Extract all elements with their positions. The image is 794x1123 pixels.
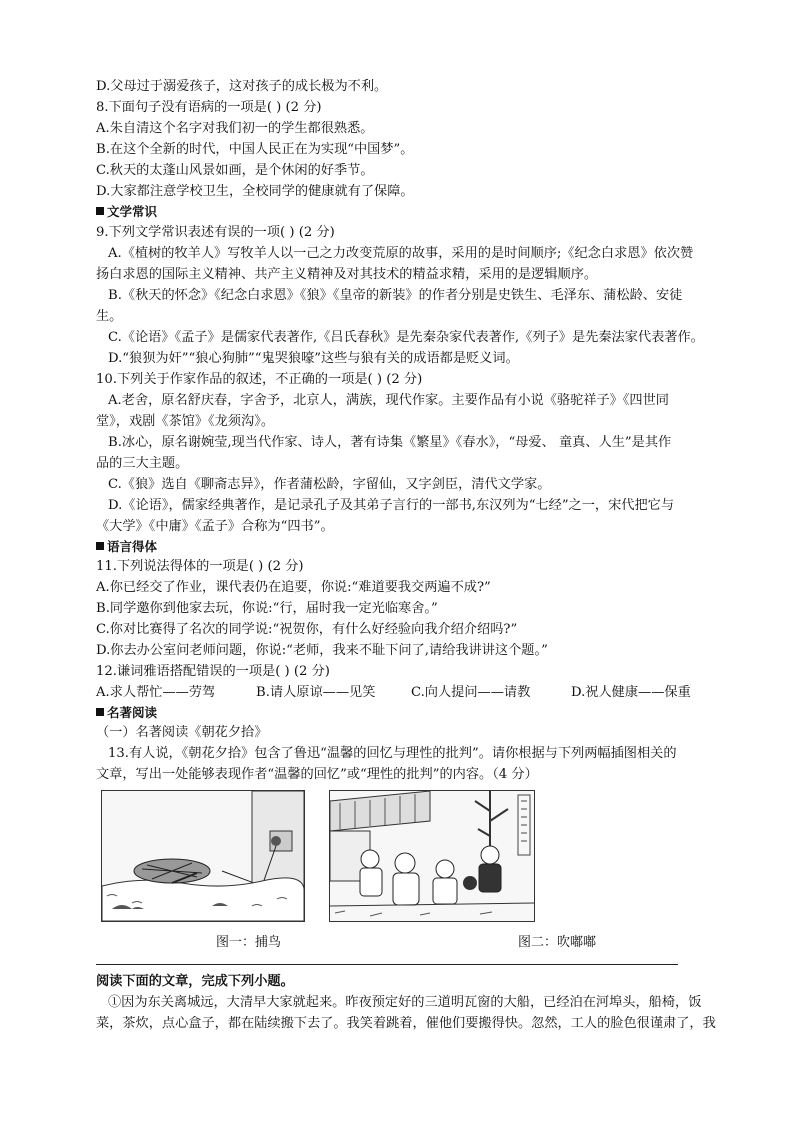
caption-figure-2: 图二：吹嘟嘟 xyxy=(518,935,597,950)
q10-option-d-cont: 《大学》《中庸》《孟子》合称为“四书”。 xyxy=(96,519,334,534)
question-11: 11.下列说法得体的一项是( ) (2 分) xyxy=(96,559,304,574)
q7-option-d: D.父母过于溺爱孩子，这对孩子的成长极为不利。 xyxy=(96,79,388,94)
q10-option-c: C.《狼》选自《聊斋志异》，作者蒲松龄，字留仙，又字剑臣，清代文学家。 xyxy=(108,477,551,492)
q11-option-a: A.你已经交了作业，课代表仍在追要，你说:“难道要我交两遍不成?” xyxy=(96,580,491,595)
q10-option-b: B.冰心，原名谢婉莹,现当代作家、诗人，著有诗集《繁星》《春水》，“母爱、 童真、人生”是其作 xyxy=(108,435,672,450)
q10-option-a: A.老舍，原名舒庆春，字舍予，北京人，满族，现代作家。主要作品有小说《骆驼祥子》《四世同 xyxy=(108,393,669,408)
illustration-blowing-dudu xyxy=(329,790,535,922)
bird-catching-drawing-icon xyxy=(102,791,304,921)
question-8: 8.下面句子没有语病的一项是( ) (2 分) xyxy=(96,100,322,115)
q11-option-d: D.你去办公室问老师问题，你说:“老师，我来不耻下问了,请给我讲讲这个题。” xyxy=(96,643,548,658)
q8-option-b: B.在这个全新的时代，中国人民正在为实现“中国梦”。 xyxy=(96,142,414,157)
passage-paragraph-1: ①因为东关离城远，大清早大家就起来。昨夜预定好的三道明瓦窗的大船，已经泊在河埠头，船椅，饭 xyxy=(108,995,702,1010)
q12-option-d: D.祝人健康——保重 xyxy=(571,685,691,700)
q12-option-a: A.求人帮忙——劳驾 xyxy=(96,685,216,700)
subsection-title: （一）名著阅读《朝花夕拾》 xyxy=(96,725,268,740)
blowing-dudu-drawing-icon xyxy=(330,791,534,921)
section-heading-literature: 文学常识 xyxy=(96,202,157,222)
q9-option-a: A.《植树的牧羊人》写牧羊人以一己之力改变荒原的故事，采用的是时间顺序;《纪念白求恩》依次赞 xyxy=(108,246,694,261)
q10-option-a-cont: 堂》，戏剧《茶馆》《龙须沟》。 xyxy=(96,414,275,429)
section-heading-language: 语言得体 xyxy=(96,537,157,557)
section-heading-classics: 名著阅读 xyxy=(96,703,157,723)
passage-paragraph-1-cont: 菜，茶炊，点心盒子，都在陆续搬下去了。我笑着跳着，催他们要搬得快。忽然，工人的脸色很谨肃了，我 xyxy=(96,1016,716,1031)
q9-option-b: B.《秋天的怀念》《纪念白求恩》《狼》《皇帝的新装》的作者分别是史铁生、毛泽东、蒲松龄、安徒 xyxy=(108,288,683,303)
q8-option-a: A.朱自清这个名字对我们初一的学生都很熟悉。 xyxy=(96,121,374,136)
illustration-bird-catching xyxy=(101,790,305,922)
q10-option-d: D.《论语》，儒家经典著作，是记录孔子及其弟子言行的一部书,东汉列为“七经”之一，宋代把它与 xyxy=(108,498,675,513)
q11-option-b: B.同学邀你到他家去玩，你说:“行，届时我一定光临寒舍。” xyxy=(96,601,438,616)
q11-option-c: C.你对比赛得了名次的同学说:“祝贺你，有什么好经验向我介绍介绍吗?” xyxy=(96,622,518,637)
question-12: 12.谦词雅语搭配错误的一项是( ) (2 分) xyxy=(96,664,330,679)
q12-option-b: B.请人原谅——见笑 xyxy=(256,685,376,700)
question-9: 9.下列文学常识表述有误的一项( ) (2 分) xyxy=(96,225,335,240)
question-10: 10.下列关于作家作品的叙述，不正确的一项是( ) (2 分) xyxy=(96,372,423,387)
question-13-cont: 文章，写出一处能够表现作者“温馨的回忆”或“理性的批判”的内容。（4 分） xyxy=(96,767,538,782)
q10-option-b-cont: 品的三大主题。 xyxy=(96,456,189,471)
q9-option-c: C.《论语》《孟子》是儒家代表著作,《吕氏春秋》是先秦杂家代表著作,《列子》是先秦法家代表著作。 xyxy=(108,330,704,345)
caption-figure-1: 图一：捕鸟 xyxy=(216,935,282,950)
q12-options xyxy=(96,683,691,703)
q12-option-c: C.向人提问——请教 xyxy=(411,685,531,700)
square-bullet-icon xyxy=(96,708,104,716)
square-bullet-icon xyxy=(96,542,104,550)
q8-option-d: D.大家都注意学校卫生，全校同学的健康就有了保障。 xyxy=(96,184,414,199)
square-bullet-icon xyxy=(96,207,104,215)
q9-option-a-cont: 扬白求恩的国际主义精神、共产主义精神及对其技术的精益求精，采用的是逻辑顺序。 xyxy=(96,267,598,282)
question-13: 13.有人说，《朝花夕拾》包含了鲁迅“温馨的回忆与理性的批判”。请你根据与下列两幅插图相关的 xyxy=(108,746,677,761)
q9-option-b-cont: 生。 xyxy=(96,309,123,324)
q8-option-c: C.秋天的太蓬山风景如画，是个休闲的好季节。 xyxy=(96,163,374,178)
divider-line xyxy=(96,964,678,965)
reading-instructions: 阅读下面的文章，完成下列小题。 xyxy=(96,974,294,989)
q9-option-d: D.“狼狈为奸”“狼心狗肺”“鬼哭狼嚎”这些与狼有关的成语都是贬义词。 xyxy=(108,351,519,366)
